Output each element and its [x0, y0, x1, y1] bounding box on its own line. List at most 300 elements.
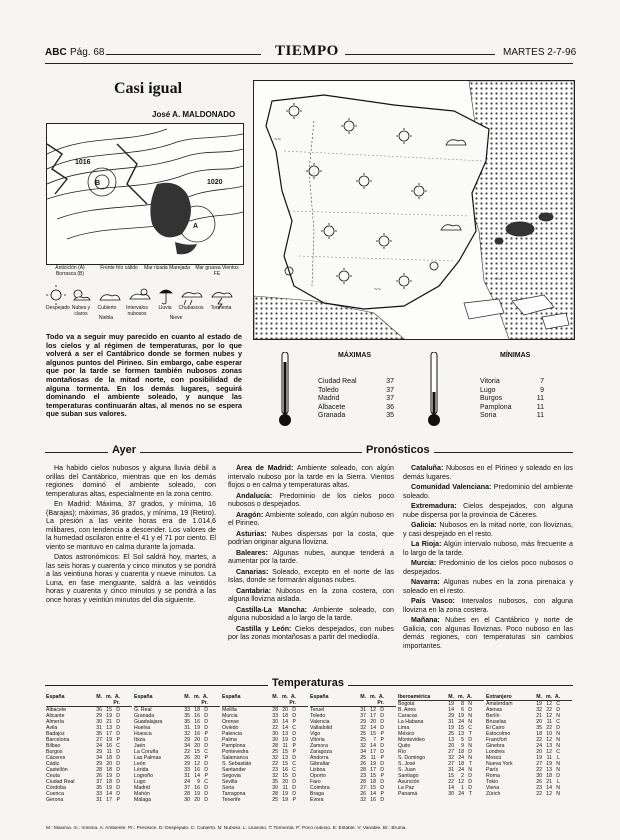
section-title: TIEMPO — [275, 43, 339, 59]
value-cell: 29 — [448, 713, 454, 719]
legend-intervalos: Intervalos nubosos — [126, 305, 148, 317]
ayer-paragraph: En Madrid: Máxima, 37 grados, y mínima, 16 (Barajas); máximas, 36 grados, y mínima, 19 (Retiro). La presión a las veinte horas era de 1.014,6 milibares, con tendencia a descender. Los valores de la humedad oscilaron entre el 41 y el 71 por ciento. El viento se mantuvo en calma durante la jornada. — [46, 500, 216, 551]
city-cell: La Habana — [398, 719, 424, 725]
maximas-list — [318, 378, 394, 421]
value-cell: 8 — [461, 701, 464, 707]
value-cell: 30 — [184, 797, 190, 803]
value-cell: P — [204, 773, 208, 779]
value-cell: C — [556, 701, 560, 707]
value-cell: 17 — [370, 767, 376, 773]
value-cell: N — [468, 767, 472, 773]
value-cell: 25 — [272, 749, 278, 755]
value-cell: C — [292, 767, 296, 773]
value-cell: A. — [554, 694, 560, 700]
city-cell: Cádiz — [46, 761, 60, 767]
value-cell: N — [556, 791, 560, 797]
value-cell: 31 — [184, 773, 190, 779]
value-cell: D — [556, 725, 560, 731]
value-cell: 13 — [448, 737, 454, 743]
value-cell: D — [380, 743, 384, 749]
value-cell: 19 — [194, 725, 200, 731]
value-cell: D — [204, 797, 208, 803]
city-cell: Bogotá — [398, 701, 415, 707]
city-cell: Asunción — [398, 779, 420, 785]
value-cell: 12 — [546, 713, 552, 719]
temp-table — [486, 694, 572, 797]
value-cell: 19 — [448, 725, 454, 731]
city-cell: Andorra — [310, 755, 329, 761]
city-cell: Atenas — [486, 707, 503, 713]
pronosticos-col1 — [228, 464, 394, 669]
city-cell: Almería — [46, 719, 64, 725]
value-cell: D — [116, 725, 120, 731]
value-cell: D — [204, 767, 208, 773]
value-cell: D — [292, 755, 296, 761]
value-cell: D — [204, 761, 208, 767]
maximas-row: Albacete 36 — [318, 403, 394, 411]
forecast-item: Murcia: Predominio de los cielos poco nubosos o despejados. — [403, 559, 573, 576]
legend-nieve: Nieve — [169, 315, 183, 321]
city-cell: Toledo — [310, 713, 326, 719]
value-cell: A. Pr. — [377, 694, 384, 706]
city-cell: Segovia — [222, 773, 241, 779]
legend-cubierto: Cubierto — [97, 305, 117, 311]
value-cell: 22 — [536, 737, 542, 743]
value-cell: 29 — [184, 761, 190, 767]
value-cell: D — [556, 707, 560, 713]
value-cell: 16 — [194, 785, 200, 791]
city-cell: Córdoba — [46, 785, 66, 791]
city-cell: S. José — [398, 761, 416, 767]
forecast-item: Navarra: Algunas nubes en la zona pirenaica y soleado en el resto. — [403, 578, 573, 595]
value-cell: 32 — [184, 731, 190, 737]
value-cell: 15 — [370, 773, 376, 779]
value-cell: 19 — [536, 755, 542, 761]
city-cell: Jaén — [134, 743, 146, 749]
value-cell: 14 — [370, 725, 376, 731]
value-cell: A. Pr. — [113, 694, 120, 706]
value-cell: 25 — [272, 797, 278, 803]
value-cell: C — [292, 725, 296, 731]
city-cell: La Paz — [398, 785, 415, 791]
value-cell: 27 — [448, 749, 454, 755]
minimas-row: Soria 11 — [480, 412, 544, 420]
value-cell: T — [468, 731, 472, 737]
svg-text:~~: ~~ — [274, 137, 282, 143]
city-cell: Granada — [134, 713, 155, 719]
value-cell: 34 — [96, 755, 102, 761]
value-cell: 2 — [461, 773, 464, 779]
value-cell: 35 — [96, 785, 102, 791]
city-cell: Barcelona — [46, 737, 70, 743]
value-cell: 24 — [458, 719, 464, 725]
value-cell: 19 — [458, 713, 464, 719]
table-row — [486, 791, 572, 797]
value-cell: 13 — [282, 755, 288, 761]
city-cell: Faro — [310, 779, 321, 785]
city-cell: España — [134, 694, 153, 700]
city-cell: Madrid — [134, 785, 150, 791]
value-cell: 31 — [96, 725, 102, 731]
value-cell: 20 — [536, 749, 542, 755]
city-cell: Nueva York — [486, 761, 513, 767]
value-cell: 30 — [272, 719, 278, 725]
value-cell: 23 — [360, 773, 366, 779]
table-header — [46, 694, 132, 707]
forecast-item: Aragón: Ambiente soleado, con algún nuboso en el Pirineo. — [228, 510, 394, 527]
value-cell: 29 — [96, 749, 102, 755]
value-cell: 28 — [272, 707, 278, 713]
value-cell: N — [556, 761, 560, 767]
value-cell: P — [204, 731, 208, 737]
value-cell: 16 — [106, 743, 112, 749]
forecast-item: Galicia: Nubosos en la mitad norte, con lloviznas, y casi despejado en el resto. — [403, 521, 573, 538]
value-cell: T — [468, 791, 472, 797]
table-header — [398, 694, 484, 701]
value-cell: 18 — [458, 761, 464, 767]
city-cell: Cáceres — [46, 755, 66, 761]
value-cell: 6 — [461, 707, 464, 713]
value-cell: D — [380, 767, 384, 773]
value-cell: m. — [369, 694, 376, 700]
value-cell: 18 — [370, 779, 376, 785]
city-cell: Salamanca — [222, 755, 248, 761]
legend-nubes-claros: Nubes y claros — [71, 305, 91, 317]
city-cell: Guadalajara — [134, 719, 163, 725]
city-cell: España — [222, 694, 241, 700]
city-cell: París — [486, 767, 499, 773]
value-cell: 13 — [546, 767, 552, 773]
value-cell: 32 — [360, 797, 366, 803]
value-cell: C — [556, 719, 560, 725]
city-cell: Estocolmo — [486, 731, 511, 737]
temp-table — [222, 694, 308, 803]
value-cell: D — [292, 737, 296, 743]
svg-text:A: A — [193, 223, 199, 230]
value-cell: 19 — [106, 773, 112, 779]
value-cell: 32 — [536, 707, 542, 713]
value-cell: 16 — [194, 713, 200, 719]
value-cell: 1 — [461, 785, 464, 791]
value-cell: 19 — [106, 785, 112, 791]
city-cell: Viena — [486, 785, 500, 791]
value-cell: 13 — [458, 731, 464, 737]
header-brand: ABC — [45, 47, 67, 58]
forecast-item: País Vasco: Intervalos nubosos, con alguna llovizna en la zona costera. — [403, 597, 573, 614]
value-cell: D — [468, 737, 472, 743]
value-cell: D — [116, 785, 120, 791]
isobar-map — [46, 123, 244, 265]
value-cell: 14 — [448, 785, 454, 791]
value-cell: 22 — [546, 707, 552, 713]
value-cell: 33 — [184, 767, 190, 773]
ayer-heading: Ayer — [108, 444, 140, 456]
value-cell: 19 — [282, 797, 288, 803]
value-cell: C — [468, 725, 472, 731]
value-cell: 32 — [360, 743, 366, 749]
table-header — [310, 694, 396, 707]
city-cell: Berlín — [486, 713, 500, 719]
svg-text:1016: 1016 — [75, 159, 91, 166]
city-cell: Bilbao — [46, 743, 61, 749]
value-cell: 22 — [448, 779, 454, 785]
value-cell: 15 — [282, 749, 288, 755]
city-cell: Alicante — [46, 713, 65, 719]
value-cell: N — [556, 737, 560, 743]
city-cell: Francfort — [486, 737, 507, 743]
weather-legend — [46, 285, 242, 330]
value-cell: 15 — [194, 749, 200, 755]
value-cell: 22 — [184, 749, 190, 755]
minimas-label: MÍNIMAS — [500, 352, 531, 359]
value-cell: D — [380, 707, 384, 713]
spain-map — [254, 81, 574, 339]
legend-anticyclone: Anticiclón (A) Borrasca (B) — [55, 265, 85, 277]
value-cell: 31 — [184, 725, 190, 731]
value-cell: 28 — [360, 767, 366, 773]
value-cell: 30 — [448, 791, 454, 797]
value-cell: D — [116, 767, 120, 773]
city-cell: Ginebra — [486, 743, 505, 749]
value-cell: N — [468, 719, 472, 725]
page-number: Pág. 68 — [70, 47, 105, 58]
value-cell: 14 — [282, 725, 288, 731]
value-cell: 20 — [282, 707, 288, 713]
value-cell: N — [556, 731, 560, 737]
city-cell: Lérida — [134, 767, 149, 773]
value-cell: 14 — [370, 743, 376, 749]
city-cell: Panamá — [398, 791, 418, 797]
ayer-paragraph: Datos astronómicos: El Sol saldrá hoy, martes, a las seis horas y cuarenta y cinco minutos y se pondrá a las veintiuna horas y cuarenta y nueve minutos. La Luna, en fase menguante, saldrá a las veintidós horas y cuarenta y cinco minutos y se pondrá a las once horas y veintiún minutos del día siguiente. — [46, 553, 216, 604]
value-cell: m. — [457, 694, 464, 700]
value-cell: m. — [105, 694, 112, 700]
thermometer-max — [278, 352, 292, 428]
value-cell: 5 — [461, 737, 464, 743]
temperaturas-tables — [46, 694, 574, 822]
value-cell: 24 — [458, 767, 464, 773]
value-cell: D — [204, 791, 208, 797]
value-cell: D — [468, 749, 472, 755]
minimas-row: Vitoria 7 — [480, 378, 544, 385]
city-cell: León — [134, 761, 146, 767]
value-cell: 20 — [106, 761, 112, 767]
value-cell: 12 — [546, 791, 552, 797]
value-cell: P — [116, 797, 120, 803]
value-cell: 16 — [194, 719, 200, 725]
value-cell: 18 — [282, 713, 288, 719]
legend-chubascos: Chubascos — [178, 305, 204, 311]
city-cell: Extranjero — [486, 694, 512, 700]
city-cell: Lugo — [134, 779, 146, 785]
city-cell: Badajoz — [46, 731, 65, 737]
value-cell: 18 — [106, 767, 112, 773]
value-cell: 20 — [194, 743, 200, 749]
value-cell: D — [116, 749, 120, 755]
value-cell: D — [380, 785, 384, 791]
table-row — [46, 797, 132, 803]
value-cell: 17 — [106, 731, 112, 737]
value-cell: D — [292, 731, 296, 737]
issue-date: MARTES 2-7-96 — [503, 47, 577, 58]
city-cell: Pontevedra — [222, 749, 249, 755]
value-cell: m. — [193, 694, 200, 700]
city-cell: Gerona — [46, 797, 64, 803]
value-cell: m. — [545, 694, 552, 700]
city-cell: Teruel — [310, 707, 325, 713]
city-cell: España — [46, 694, 65, 700]
forecast-item: Canarias: Soleado, excepto en el norte de las Islas, donde se formarán algunas nubes. — [228, 567, 394, 584]
city-cell: Mahón — [134, 791, 150, 797]
value-cell: M. — [96, 694, 102, 700]
value-cell: 26 — [360, 791, 366, 797]
table-row — [310, 797, 396, 803]
value-cell: 37 — [96, 779, 102, 785]
article-title: Casi igual — [114, 80, 183, 97]
value-cell: C — [204, 779, 208, 785]
city-cell: Gibraltar — [310, 761, 330, 767]
forecast-item: Mañana: Nubes en el Cantábrico y norte de Galicia, con algunas lloviznas. Poco nuboso en las demás regiones, con temperaturas sin cambios importantes. — [403, 616, 573, 650]
value-cell: N — [468, 701, 472, 707]
value-cell: P — [380, 755, 384, 761]
value-cell: D — [116, 791, 120, 797]
value-cell: m. — [281, 694, 288, 700]
city-cell: S. Sebastián — [222, 761, 252, 767]
value-cell: 12 — [546, 749, 552, 755]
value-cell: 16 — [194, 731, 200, 737]
value-cell: C — [116, 743, 120, 749]
value-cell: 24 — [184, 779, 190, 785]
value-cell: 29 — [360, 719, 366, 725]
value-cell: 26 — [96, 773, 102, 779]
value-cell: 24 — [96, 743, 102, 749]
value-cell: C — [204, 749, 208, 755]
value-cell: D — [468, 785, 472, 791]
value-cell: 19 — [106, 713, 112, 719]
value-cell: 20 — [194, 737, 200, 743]
value-cell: N — [556, 785, 560, 791]
city-cell: Soria — [222, 785, 235, 791]
value-cell: 15 — [448, 773, 454, 779]
value-cell: C — [292, 761, 296, 767]
value-cell: 19 — [282, 791, 288, 797]
maximas-row: Granada 35 — [318, 412, 394, 420]
city-cell: Palma — [222, 737, 237, 743]
header-underline — [45, 63, 573, 64]
value-cell: D — [292, 791, 296, 797]
value-cell: 14 — [448, 707, 454, 713]
city-cell: Oviedo — [222, 725, 239, 731]
value-cell: 28 — [272, 791, 278, 797]
table-row — [398, 791, 484, 797]
value-cell: 12 — [458, 779, 464, 785]
value-cell: 11 — [282, 743, 288, 749]
table-row — [134, 797, 220, 803]
value-cell: 14 — [282, 719, 288, 725]
forecast-item: Castilla y León: Cielos despejados, con nubes por las zonas montañosas a partir del mediodía. — [228, 624, 394, 641]
maximas-label: MÁXIMAS — [338, 352, 372, 359]
value-cell: 9 — [461, 743, 464, 749]
header-rule-left — [106, 54, 261, 55]
value-cell: 32 — [272, 773, 278, 779]
city-cell: Ibiza — [134, 737, 145, 743]
value-cell: D — [556, 773, 560, 779]
value-cell: 16 — [194, 767, 200, 773]
value-cell: 35 — [272, 779, 278, 785]
legend-lluvia: Lluvia — [158, 305, 172, 311]
legend-niebla: Niebla — [98, 315, 114, 321]
value-cell: 13 — [282, 731, 288, 737]
value-cell: 17 — [370, 713, 376, 719]
city-cell: Tokio — [486, 779, 499, 785]
value-cell: 34 — [184, 743, 190, 749]
value-cell: 20 — [194, 797, 200, 803]
value-cell: 35 — [184, 713, 190, 719]
value-cell: 20 — [448, 743, 454, 749]
value-cell: 22 — [272, 761, 278, 767]
city-cell: México — [398, 731, 415, 737]
city-cell: Coimbra — [310, 785, 330, 791]
value-cell: 37 — [360, 713, 366, 719]
value-cell: D — [116, 719, 120, 725]
value-cell: 31 — [448, 719, 454, 725]
value-cell: 19 — [536, 701, 542, 707]
value-cell: 31 — [96, 797, 102, 803]
value-cell: 27 — [448, 761, 454, 767]
value-cell: D — [116, 713, 120, 719]
city-cell: La Coruña — [134, 749, 159, 755]
forecast-map — [253, 80, 575, 340]
value-cell: 14 — [106, 791, 112, 797]
forecast-item: Área de Madrid: Ambiente soleado, con algún intervalo nuboso por la tarde en la Sierra. Vientos flojos o en calma y temperaturas altas. — [228, 464, 394, 489]
value-cell: L — [557, 779, 560, 785]
forecast-item: Cataluña: Nubosos en el Pirineo y soleado en los demás lugares. — [403, 464, 573, 481]
value-cell: 32 — [448, 755, 454, 761]
value-cell: 18 — [106, 779, 112, 785]
value-cell: A. Pr. — [201, 694, 208, 706]
value-cell: 12 — [370, 707, 376, 713]
city-cell: Albacete — [46, 707, 67, 713]
value-cell: 30 — [272, 731, 278, 737]
city-cell: Zamora — [310, 743, 328, 749]
value-cell: 16 — [282, 767, 288, 773]
city-cell: Burgos — [46, 749, 63, 755]
value-cell: D — [380, 713, 384, 719]
legend-tormenta: Tormenta — [210, 305, 232, 311]
article-intro: Todo va a seguir muy parecido en cuanto al estado de los cielos y al régimen de temperaturas, por lo que volverá a ser el Cantábrico donde se formen nubes y algunos puntos del Pirineo. Sin embargo, cabe esperar que por la tarde se formen también nubosos zonas montañosas de la mitad norte, con posibilidad de alguna tormenta. En los demás lugares, seguirá dominando el ambiente soleado, y aunque las temperaturas continuarán altas, al menos no se espera que suban sus valores. — [46, 333, 242, 419]
city-cell: Vigo — [310, 731, 321, 737]
value-cell: 23 — [536, 785, 542, 791]
value-cell: 11 — [106, 749, 112, 755]
value-cell: N — [468, 743, 472, 749]
value-cell: 25 — [360, 731, 366, 737]
value-cell: 20 — [370, 719, 376, 725]
city-cell: Montevideo — [398, 737, 425, 743]
maximas-row: Toledo 37 — [318, 386, 394, 394]
value-cell: 28 — [184, 791, 190, 797]
city-cell: Ceuta — [46, 773, 60, 779]
value-cell: 15 — [458, 725, 464, 731]
city-cell: Málaga — [134, 797, 152, 803]
forecast-item: Comunidad Valenciana: Predominio del ambiente soleado. — [403, 483, 573, 500]
value-cell: 20 — [536, 719, 542, 725]
value-cell: 35 — [536, 725, 542, 731]
city-cell: Santander — [222, 767, 246, 773]
value-cell: N — [468, 713, 472, 719]
value-cell: 20 — [194, 755, 200, 761]
article-byline: José A. MALDONADO — [152, 110, 236, 119]
value-cell: M. — [184, 694, 190, 700]
legend-wind: Mar gruesa Vientos FE — [195, 265, 239, 277]
